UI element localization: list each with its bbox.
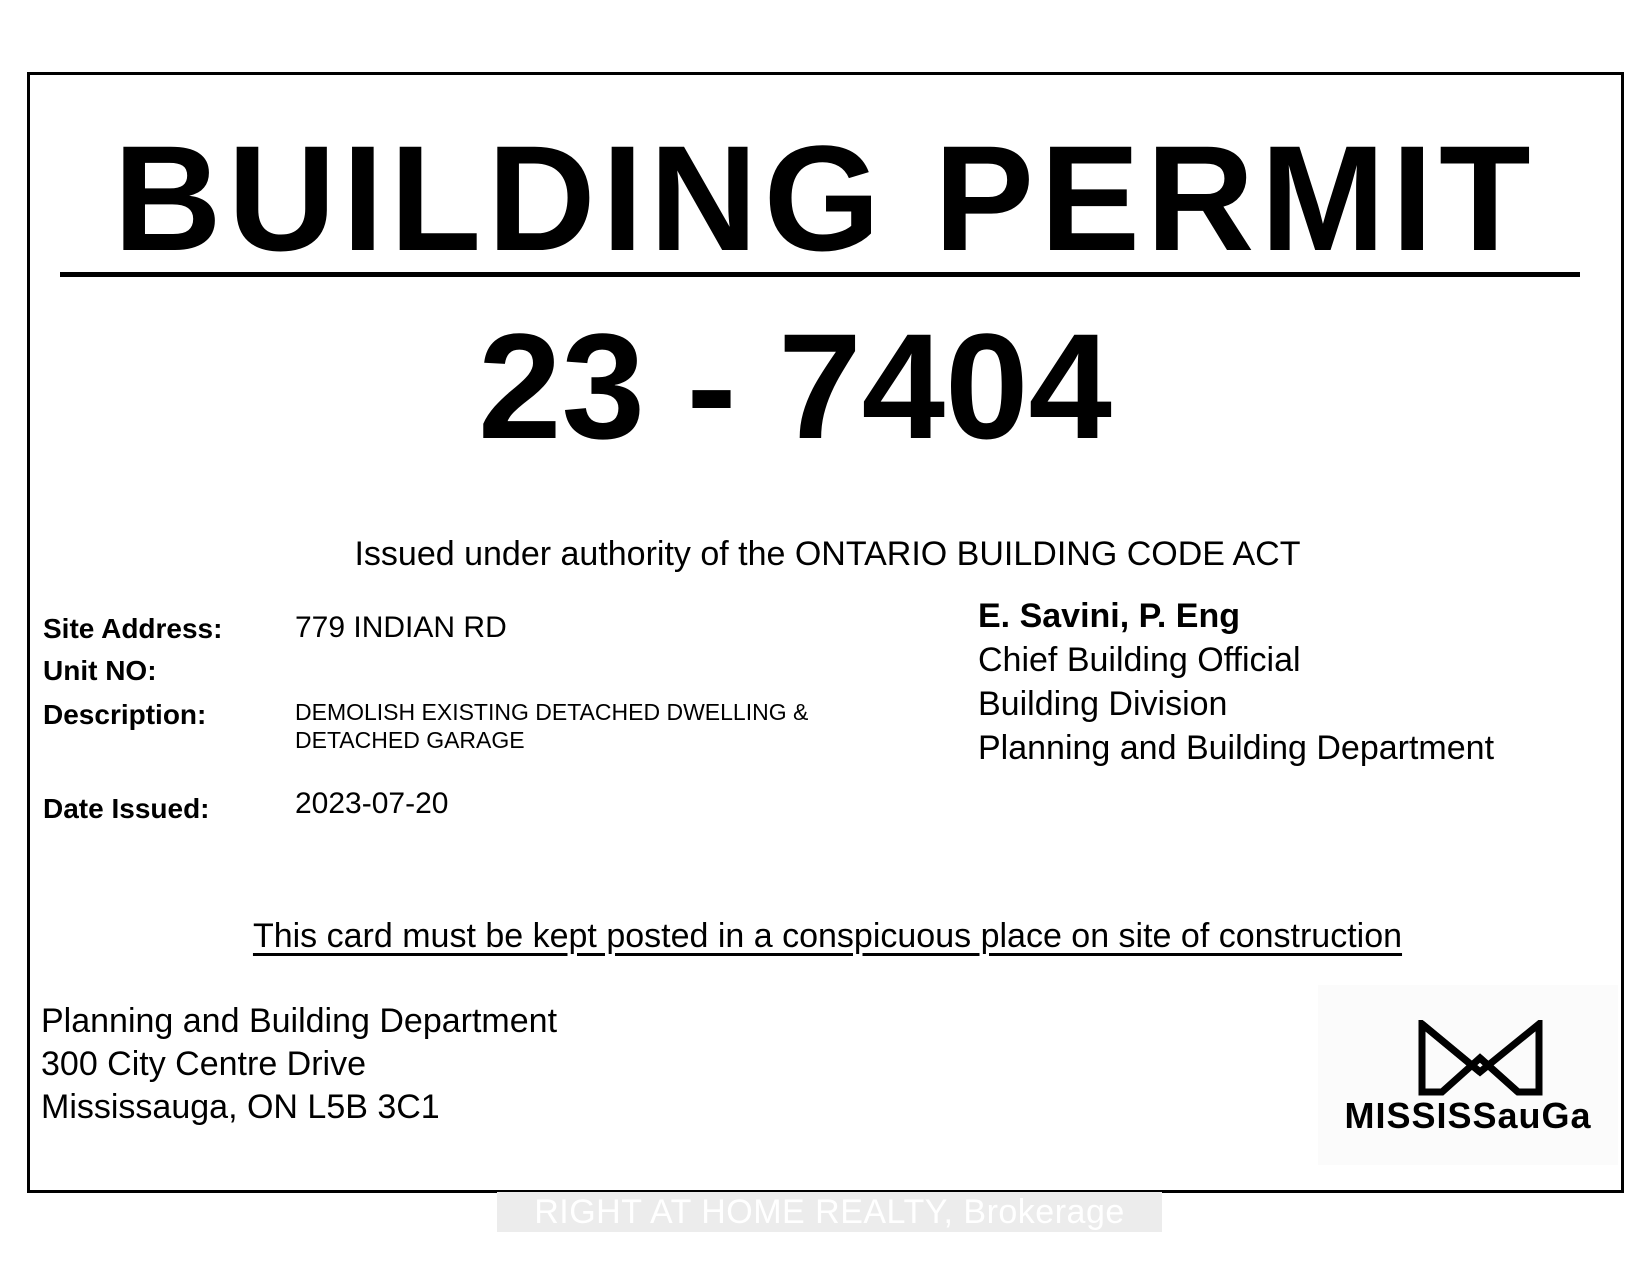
office-address-line-2: 300 City Centre Drive <box>41 1045 367 1083</box>
site-address-label: Site Address: <box>43 613 223 644</box>
official-division: Building Division <box>978 685 1228 723</box>
posting-notice-text: This card must be kept posted in a conspicuous place on site of construction <box>252 917 1403 955</box>
date-issued-value: 2023-07-20 <box>295 787 449 820</box>
mississauga-logo-text: MISSISSauGa <box>1344 1095 1592 1136</box>
permit-number: 23 - 7404 <box>478 302 1112 470</box>
title-divider <box>60 272 1580 277</box>
official-department: Planning and Building Department <box>978 729 1495 767</box>
description-line-2: DETACHED GARAGE <box>295 727 525 753</box>
description-value <box>295 698 895 754</box>
site-address-value: 779 INDIAN RD <box>295 611 507 644</box>
unit-label: Unit NO: <box>43 655 157 686</box>
permit-card <box>27 72 1624 1193</box>
office-address-line-1: Planning and Building Department <box>41 1002 558 1040</box>
authority-statement: Issued under authority of the ONTARIO BUILDING CODE ACT <box>354 535 1301 573</box>
description-label: Description: <box>43 699 207 730</box>
office-address-line-3: Mississauga, ON L5B 3C1 <box>41 1088 440 1126</box>
posting-notice <box>30 917 1625 956</box>
mississauga-logo-icon <box>1418 1020 1543 1100</box>
official-name: E. Savini, P. Eng <box>978 597 1241 635</box>
mississauga-logo <box>1318 985 1618 1165</box>
date-issued-label: Date Issued: <box>43 793 210 824</box>
realty-watermark: RIGHT AT HOME REALTY, Brokerage <box>497 1192 1162 1232</box>
permit-title: BUILDING PERMIT <box>113 114 1537 282</box>
office-address <box>41 1000 557 1129</box>
description-line-1: DEMOLISH EXISTING DETACHED DWELLING & <box>295 699 809 725</box>
official-title: Chief Building Official <box>978 641 1301 679</box>
